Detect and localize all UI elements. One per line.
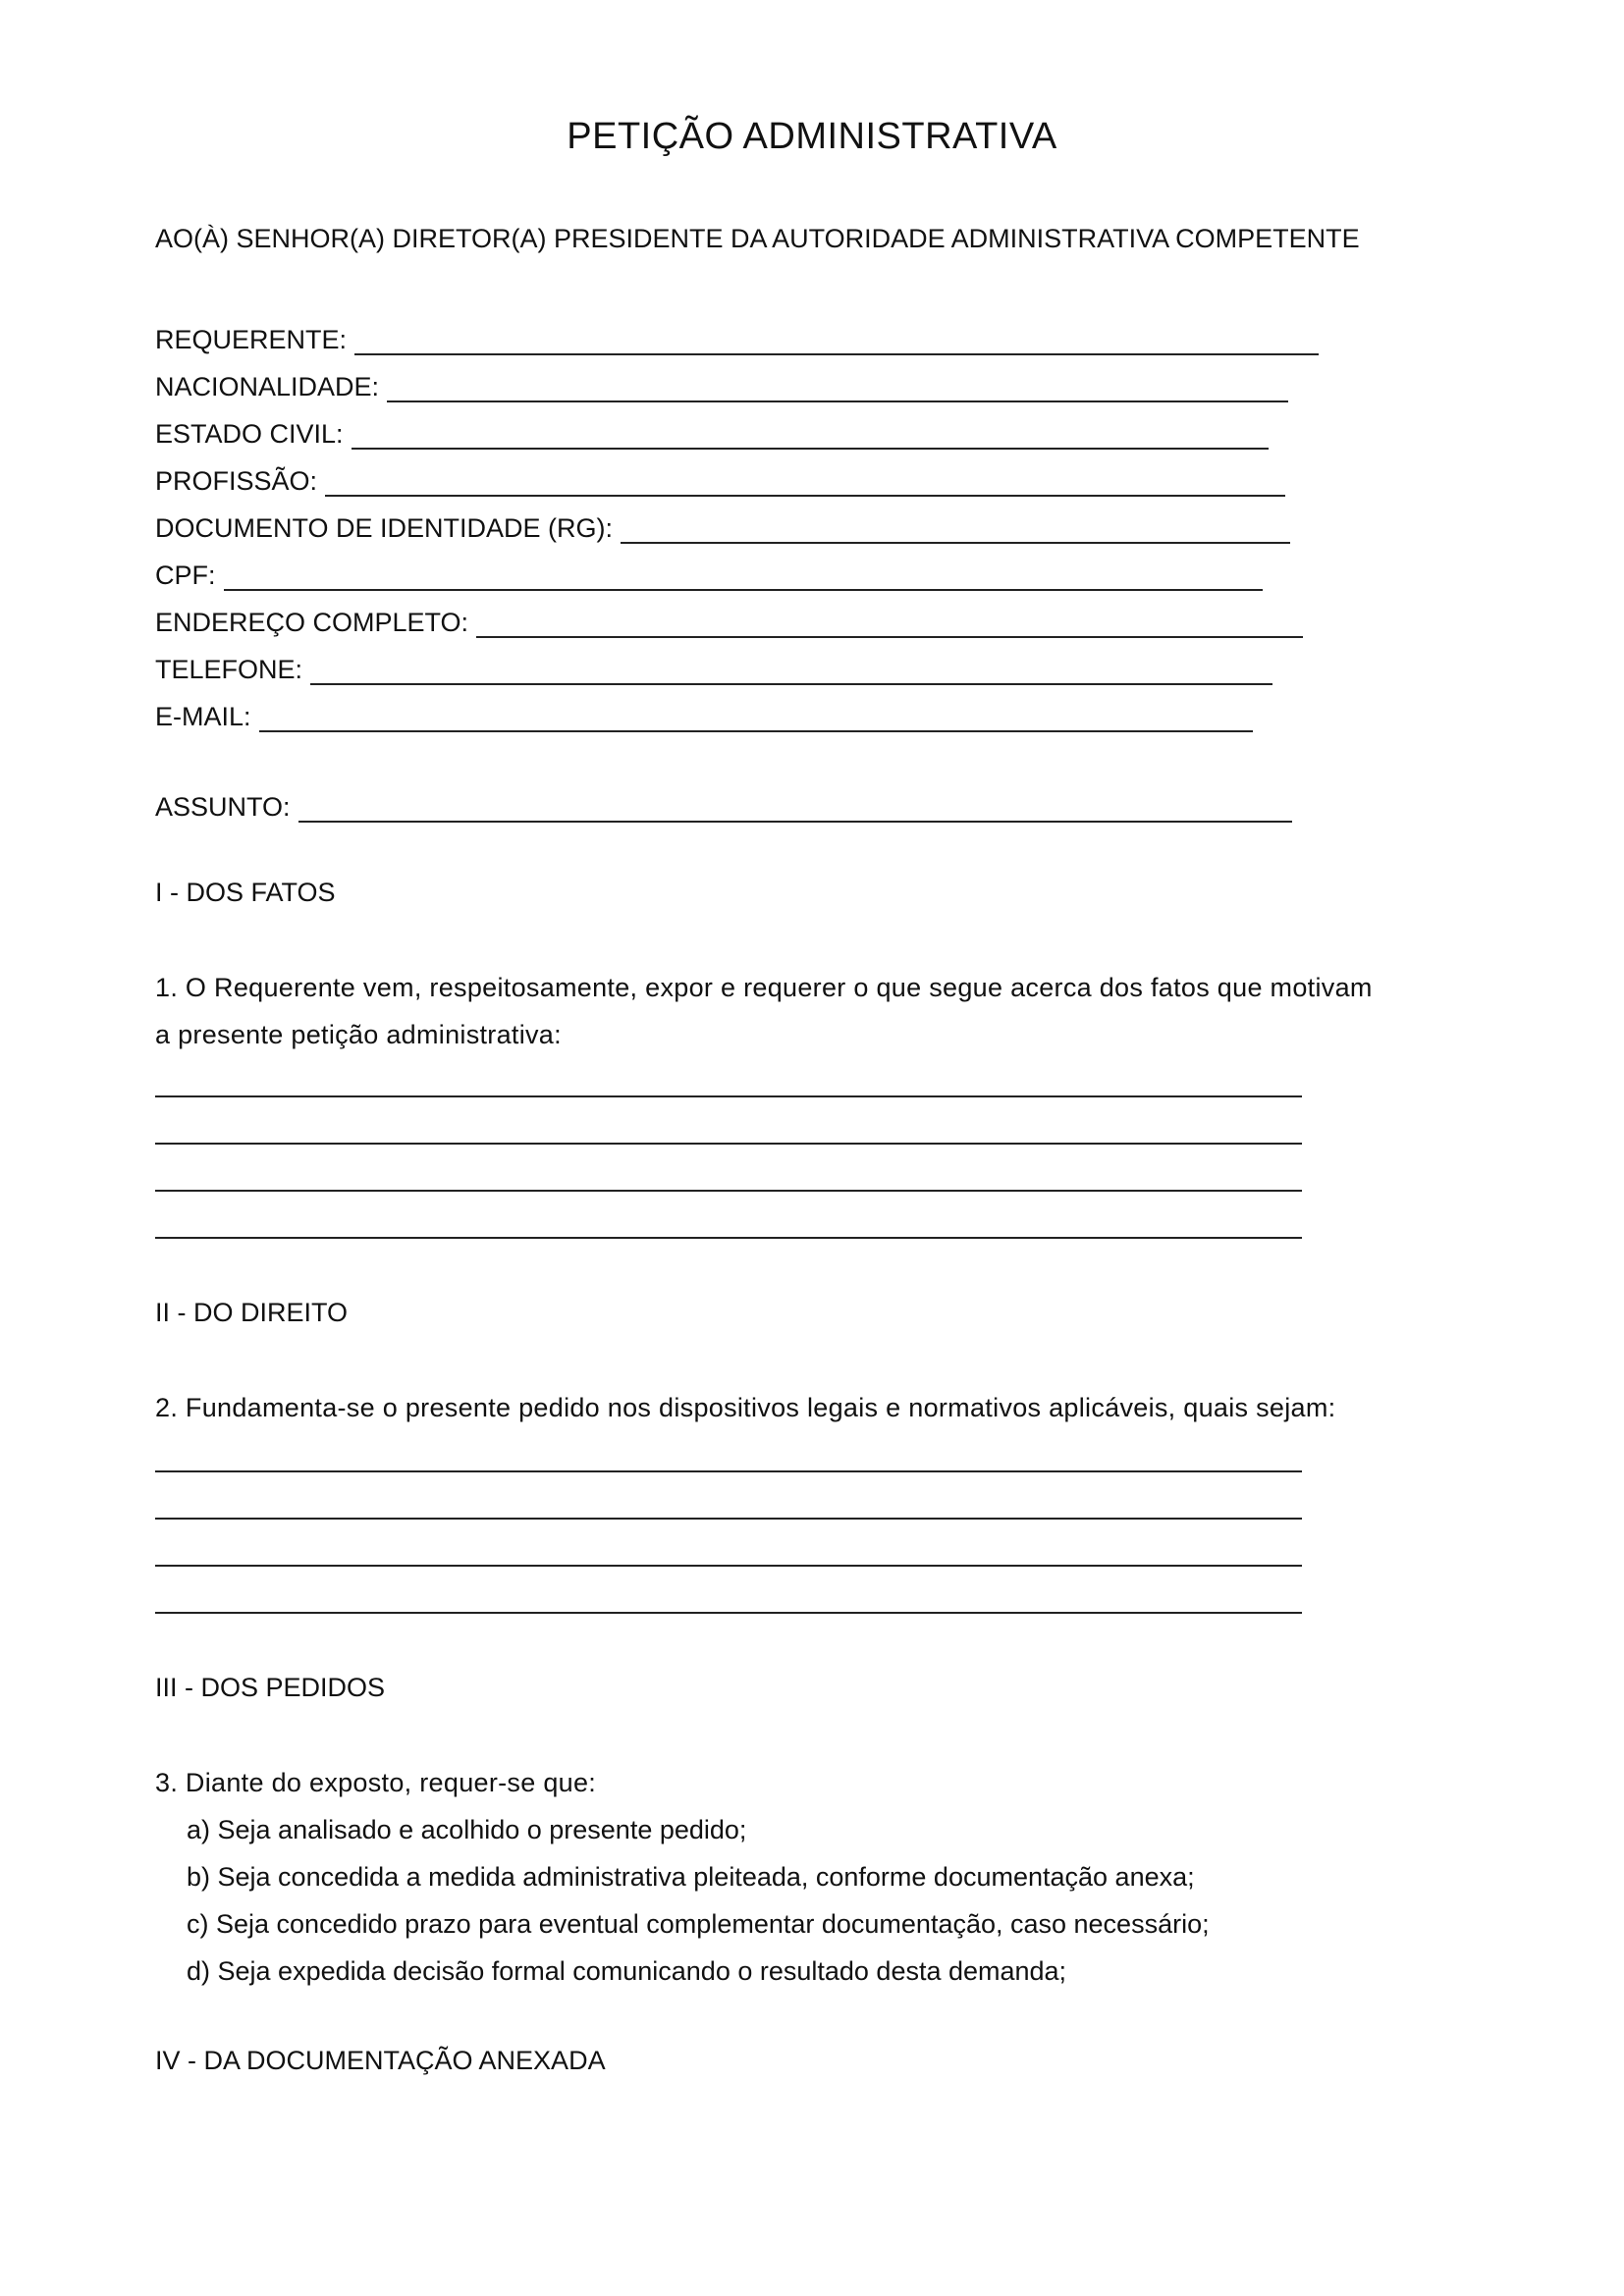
field-nacionalidade	[155, 361, 1319, 408]
fill-in-line[interactable]	[387, 391, 1288, 402]
request-item: b) Seja concedida a medida administrativa pleiteada, conforme documentação anexa;	[187, 1862, 1195, 1892]
fill-in-line[interactable]	[476, 626, 1303, 638]
field-email	[155, 691, 1319, 738]
fill-in-line[interactable]	[352, 438, 1269, 450]
requests-intro: 3. Diante do exposto, requer-se que:	[155, 1768, 597, 1797]
field-label: REQUERENTE:	[155, 325, 348, 354]
field-endereco	[155, 597, 1319, 644]
requester-fields	[155, 314, 1319, 738]
field-requerente	[155, 314, 1319, 361]
field-assunto	[155, 781, 1292, 828]
section-heading-documentacao: IV - DA DOCUMENTAÇÃO ANEXADA	[155, 2046, 606, 2075]
requests-list	[187, 1806, 1210, 1995]
fill-in-line[interactable]	[310, 673, 1272, 685]
field-label: PROFISSÃO:	[155, 466, 318, 496]
field-label: E-MAIL:	[155, 702, 251, 731]
facts-paragraph	[155, 964, 1373, 1058]
writing-line[interactable]	[155, 1520, 1302, 1567]
section-heading-direito: II - DO DIREITO	[155, 1298, 349, 1327]
facts-writing-lines[interactable]	[155, 1050, 1302, 1239]
field-label: ENDEREÇO COMPLETO:	[155, 608, 469, 637]
field-label: CPF:	[155, 561, 216, 590]
field-profissao	[155, 455, 1319, 503]
request-item: a) Seja analisado e acolhido o presente pedido;	[187, 1815, 747, 1844]
field-rg	[155, 503, 1319, 550]
section-heading-pedidos: III - DOS PEDIDOS	[155, 1673, 386, 1702]
writing-line[interactable]	[155, 1472, 1302, 1520]
section-heading-fatos: I - DOS FATOS	[155, 878, 336, 907]
field-estado-civil	[155, 408, 1319, 455]
writing-line[interactable]	[155, 1145, 1302, 1192]
fill-in-line[interactable]	[354, 344, 1319, 355]
field-telefone	[155, 644, 1319, 691]
document-title: PETIÇÃO ADMINISTRATIVA	[567, 116, 1057, 157]
request-item: c) Seja concedido prazo para eventual complementar documentação, caso necessário;	[187, 1909, 1210, 1939]
writing-line[interactable]	[155, 1425, 1302, 1472]
field-label: NACIONALIDADE:	[155, 372, 380, 401]
law-paragraph: 2. Fundamenta-se o presente pedido nos dispositivos legais e normativos aplicáveis, quais sejam:	[155, 1393, 1336, 1422]
field-cpf	[155, 550, 1319, 597]
fill-in-line[interactable]	[621, 532, 1290, 544]
writing-line[interactable]	[155, 1097, 1302, 1145]
writing-line[interactable]	[155, 1050, 1302, 1097]
writing-line[interactable]	[155, 1192, 1302, 1239]
field-label: ASSUNTO:	[155, 792, 291, 822]
paragraph-line: 1. O Requerente vem, respeitosamente, expor e requerer o que segue acerca dos fatos que motivam	[155, 973, 1373, 1002]
subject-field	[155, 781, 1292, 828]
field-label: DOCUMENTO DE IDENTIDADE (RG):	[155, 513, 614, 543]
fill-in-line[interactable]	[325, 485, 1285, 497]
paragraph-line: a presente petição administrativa:	[155, 1020, 562, 1049]
fill-in-line[interactable]	[259, 721, 1253, 732]
field-label: TELEFONE:	[155, 655, 303, 684]
law-writing-lines[interactable]	[155, 1425, 1302, 1614]
request-item: d) Seja expedida decisão formal comunicando o resultado desta demanda;	[187, 1956, 1067, 1986]
addressee-line: AO(À) SENHOR(A) DIRETOR(A) PRESIDENTE DA AUTORIDADE ADMINISTRATIVA COMPETENTE	[155, 224, 1360, 253]
writing-line[interactable]	[155, 1567, 1302, 1614]
fill-in-line[interactable]	[298, 811, 1292, 823]
field-label: ESTADO CIVIL:	[155, 419, 344, 449]
fill-in-line[interactable]	[224, 579, 1263, 591]
